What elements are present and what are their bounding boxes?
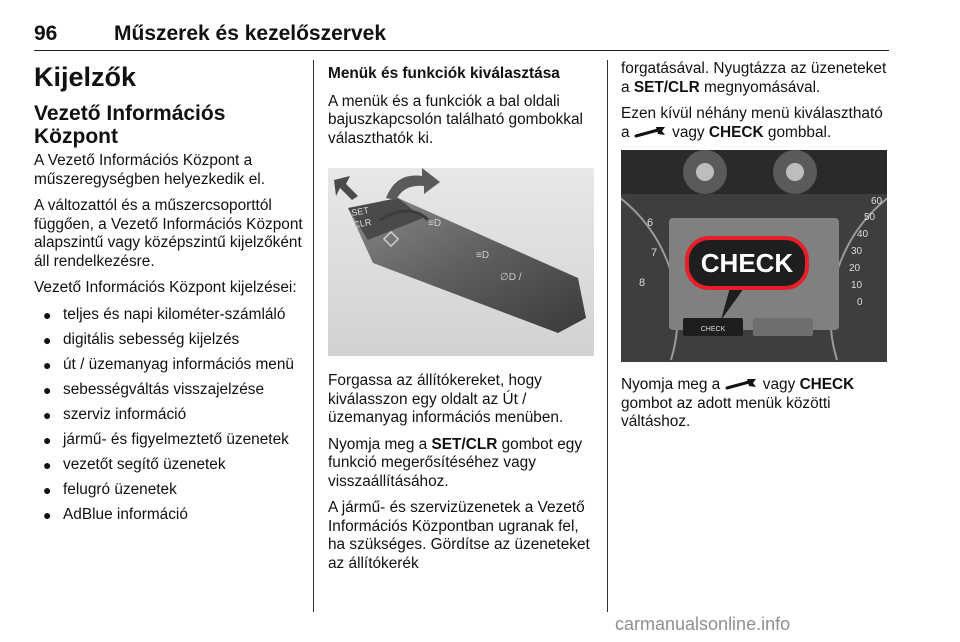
- right-gauge-mark: 30: [851, 246, 863, 257]
- bullet-icon: ●: [43, 431, 52, 448]
- right-gauge-mark: 10: [851, 280, 863, 291]
- list-item: ● AdBlue információ: [43, 505, 188, 523]
- right-gauge-mark: 40: [857, 229, 869, 240]
- stalk-illustration: [328, 168, 594, 356]
- column-1: [34, 60, 306, 531]
- check-callout-label: CHECK: [700, 248, 794, 278]
- paragraph: A változattól és a műszercsoporttól függően, a Vezető Információs Központ alapszintű vagy középszintű kijelzőként áll rendelkezésre.: [34, 197, 303, 270]
- column-divider: [607, 60, 608, 612]
- paragraph: Forgassa az állítókereket, hogy kiválasszon egy oldalt az Út / üzemanyag információs menüben.: [328, 372, 564, 426]
- left-gauge-mark: 8: [639, 277, 646, 289]
- list-item: ● teljes és napi kilométer-számláló: [43, 305, 286, 323]
- paragraph: A menük és a funkciók a bal oldali bajuszkapcsolón található gombokkal választhatók ki.: [328, 92, 583, 147]
- column-divider: [313, 60, 314, 612]
- page-number: 96: [34, 22, 58, 45]
- left-gauge-mark: 7: [651, 247, 658, 259]
- bullet-icon: ●: [43, 306, 52, 323]
- paragraph: Vezető Információs Központ kijelzései:: [34, 279, 297, 296]
- paragraph: Nyomja meg a SET/CLR gombot egy funkció megerősítéséhez vagy visszaállításához.: [328, 435, 583, 490]
- adjacent-button: [753, 318, 813, 336]
- instrument-cluster-illustration: [621, 150, 887, 362]
- right-gauge-mark: 60: [871, 196, 883, 207]
- paragraph: forgatásával. Nyugtázza az üzeneteket a SET/CLR megnyomásával.: [621, 60, 887, 96]
- wrench-icon: [725, 378, 759, 390]
- right-gauge-mark: 0: [857, 297, 863, 308]
- section-heading: Kijelzők: [34, 62, 137, 92]
- list-item: ● út / üzemanyag információs menü: [43, 355, 294, 373]
- list-item: ● szerviz információ: [43, 405, 187, 423]
- bullet-icon: ●: [43, 331, 52, 348]
- bullet-icon: ●: [43, 456, 52, 473]
- list-item: ● vezetőt segítő üzenetek: [43, 455, 226, 473]
- paragraph: A jármű- és szervizüzenetek a Vezető Információs Központban ugranak fel, ha szükséges. Gördítse az üzeneteket az állítókerék: [328, 499, 590, 572]
- paragraph: Nyomja meg a vagy CHECK gombot az adott menük közötti váltáshoz.: [621, 376, 855, 430]
- right-gauge-mark: 20: [849, 263, 861, 274]
- paragraph: Ezen kívül néhány menü kiválasztható a vagy CHECK gombbal.: [621, 105, 883, 141]
- stalk-label-clr: CLR: [352, 216, 373, 230]
- bullet-icon: ●: [43, 356, 52, 373]
- bullet-list: [34, 306, 306, 525]
- section-heading: Menük és funkciók kiválasztása: [328, 65, 560, 82]
- column-2: [328, 60, 594, 581]
- headlight-symbol-icon: ≡D: [428, 218, 442, 229]
- list-item: ● sebességváltás visszajelzése: [43, 380, 265, 398]
- list-item: ● digitális sebesség kijelzés: [43, 330, 240, 348]
- check-button-small-label: CHECK: [700, 326, 726, 333]
- right-gauge-mark: 50: [864, 212, 876, 223]
- bullet-icon: ●: [43, 381, 52, 398]
- bullet-icon: ●: [43, 506, 52, 523]
- fog-light-symbol-icon: ∅D /: [500, 272, 522, 283]
- list-item: ● jármű- és figyelmeztető üzenetek: [43, 430, 289, 448]
- paragraph: A Vezető Információs Központ a műszeregységben helyezkedik el.: [34, 152, 265, 188]
- stalk-label-set: SET: [350, 205, 370, 218]
- watermark: carmanualsonline.info: [615, 614, 791, 634]
- page-header: [34, 22, 889, 51]
- left-gauge-mark: 6: [647, 217, 654, 229]
- column-3: [621, 60, 889, 440]
- list-item: ● felugró üzenetek: [43, 480, 177, 498]
- page-header-title: Műszerek és kezelőszervek: [114, 22, 387, 45]
- bullet-icon: ●: [43, 406, 52, 423]
- left-gauge-hub: [696, 163, 714, 181]
- right-gauge-hub: [786, 163, 804, 181]
- wrench-icon: [634, 126, 668, 138]
- bullet-icon: ●: [43, 481, 52, 498]
- light-symbol-icon: ≡D: [476, 250, 490, 261]
- subsection-heading: Vezető Információs Központ: [34, 102, 226, 148]
